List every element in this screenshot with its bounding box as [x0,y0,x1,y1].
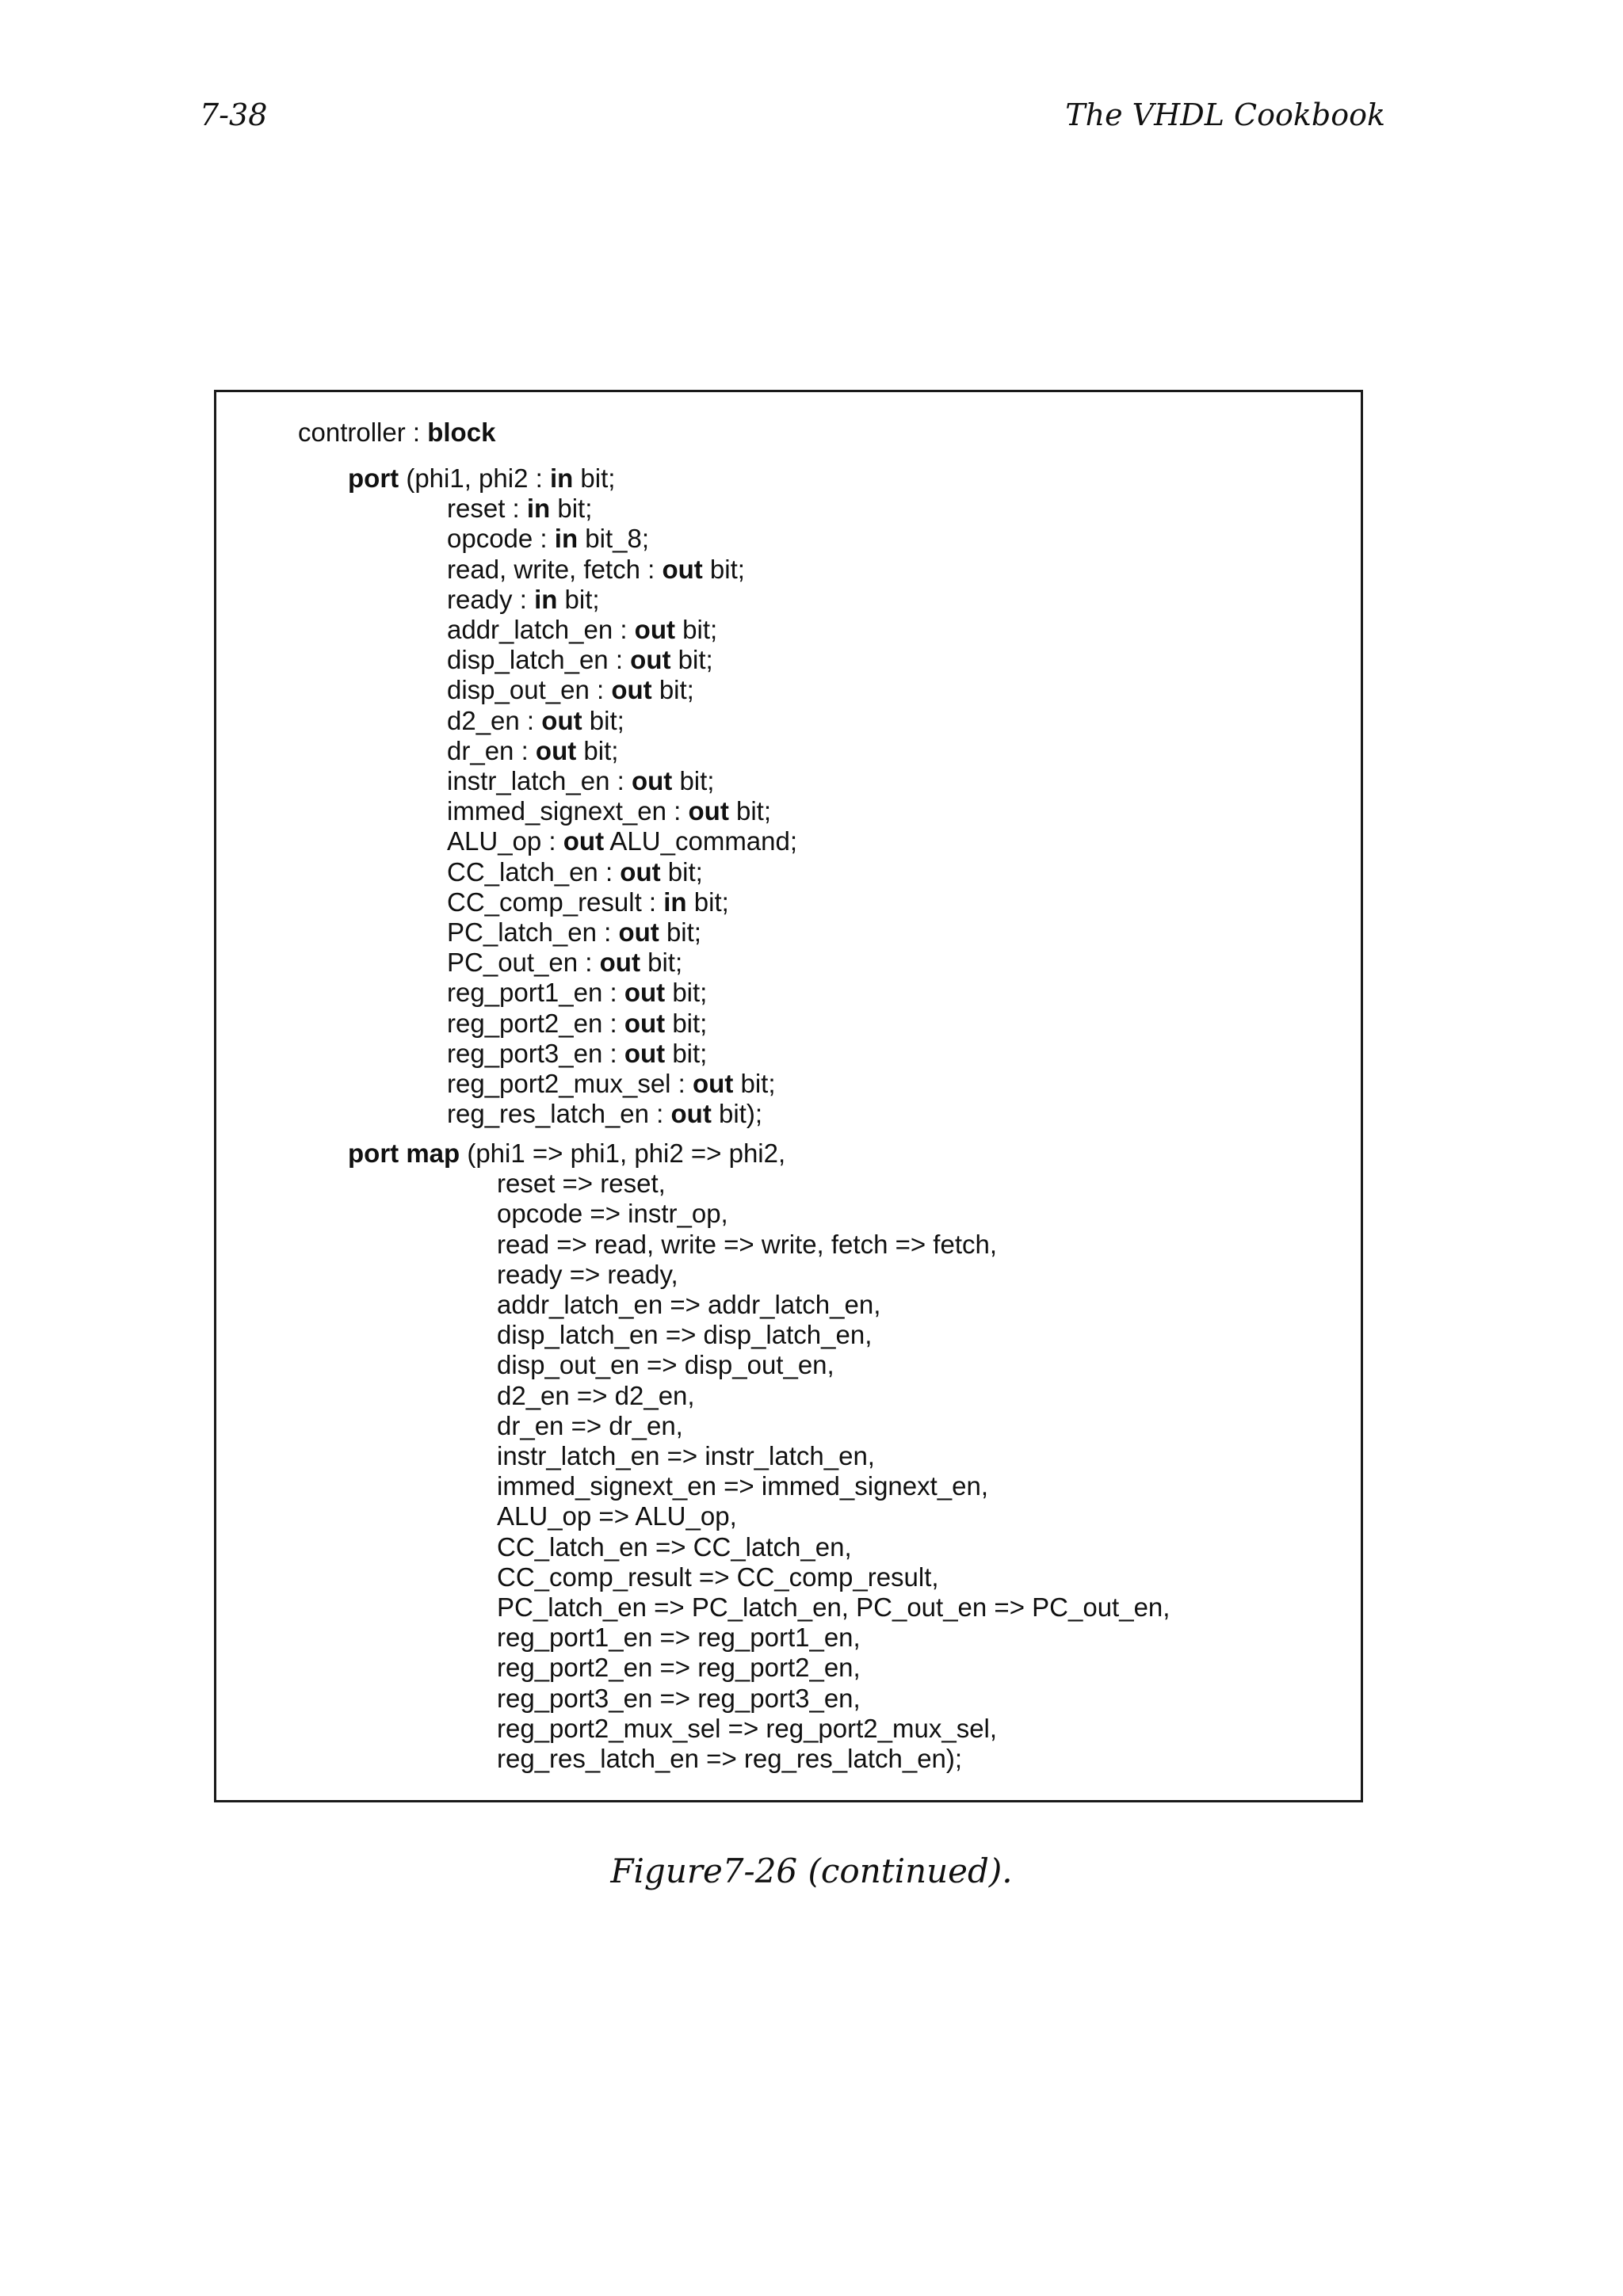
code-line-port-map [497,1350,834,1380]
code-keyword: out [634,615,675,644]
code-text: ALU_command; [604,826,798,856]
code-text: read => read, write => write, fetch => fetch, [497,1229,998,1259]
code-text: bit; [640,948,683,978]
code-line-port [447,948,682,978]
code-keyword: out [693,1069,734,1098]
code-text: immed_signext_en => immed_signext_en, [497,1471,989,1501]
code-text: reg_res_latch_en : [447,1099,671,1129]
code-line-port [447,1009,707,1039]
code-line-port [447,524,649,554]
code-keyword: block [427,418,496,447]
code-line-port-map [497,1320,872,1350]
code-line-port [447,1039,707,1069]
code-text: reg_port1_en => reg_port1_en, [497,1623,861,1653]
code-line-port [447,766,714,796]
code-line-port-map [497,1684,861,1714]
code-keyword: in [526,494,551,524]
code-keyword: out [620,856,661,887]
code-text: bit; [659,917,701,947]
code-line-port-map [497,1230,997,1260]
code-text: (phi1, phi2 : [399,463,550,493]
code-line-port [447,887,729,917]
code-text: instr_latch_en : [447,766,632,795]
code-line-port [447,645,713,675]
code-text: bit; [665,1038,708,1068]
code-text: controller : [298,418,428,447]
code-text: instr_latch_en => instr_latch_en, [497,1441,875,1470]
code-keyword: in [554,524,579,554]
code-text: bit; [573,463,616,493]
code-line-port-map [497,1471,988,1501]
code-line-port-map [497,1199,728,1229]
code-text: bit; [670,645,713,675]
code-text: bit); [711,1099,763,1129]
code-text: dr_en : [447,735,536,765]
code-listing-box [214,390,1363,1802]
code-keyword: out [624,1038,666,1068]
code-text: PC_latch_en => PC_latch_en, PC_out_en => PC_out_en, [497,1592,1170,1622]
code-text: reg_port2_mux_sel => reg_port2_mux_sel, [497,1713,998,1743]
code-text: reg_res_latch_en => reg_res_latch_en); [497,1744,963,1773]
code-keyword: out [611,675,652,705]
code-line-port [447,555,745,585]
code-line-port [447,1099,762,1129]
code-text: PC_out_en : [447,948,600,978]
code-text: addr_latch_en => addr_latch_en, [497,1290,881,1319]
code-text: reset => reset, [497,1169,666,1199]
page-number: 7-38 [200,97,268,132]
code-line-port [447,675,694,705]
code-text: (phi1 => phi1, phi2 => phi2, [460,1138,786,1168]
code-text: read, write, fetch : [447,554,663,584]
code-text: reg_port3_en => reg_port3_en, [497,1683,861,1713]
code-line-port [447,796,771,826]
code-text: bit; [582,705,624,735]
code-line-port-map [497,1562,939,1592]
code-line-port-map [497,1169,666,1199]
code-line-port-map [497,1501,737,1531]
code-line-port-map [497,1714,997,1744]
code-line-port [447,857,703,887]
code-keyword: out [618,917,659,947]
code-text: disp_latch_en => disp_latch_en, [497,1320,873,1350]
code-text: PC_latch_en : [447,917,619,947]
code-line-port [447,978,707,1008]
code-text: bit; [686,887,729,917]
code-text: bit; [665,1008,708,1038]
code-text: d2_en : [447,705,542,735]
code-text: reg_port1_en : [447,978,624,1008]
code-text: bit; [550,494,593,524]
code-line-port [447,615,717,645]
figure-caption: Figure7-26 (continued). [610,1852,1013,1890]
code-line-port-map [497,1592,1170,1623]
code-text: bit; [672,766,715,795]
code-line-port-map [497,1653,861,1683]
code-text: CC_comp_result => CC_comp_result, [497,1562,939,1592]
code-text: ready => ready, [497,1259,678,1289]
code-keyword: in [549,463,574,493]
code-line-port [348,463,615,494]
code-text: bit; [660,856,703,887]
code-text: bit; [728,796,772,826]
code-keyword: out [624,1008,666,1038]
code-text: bit; [733,1069,776,1098]
code-line-port-map [348,1138,785,1169]
code-keyword: out [662,554,703,584]
code-text: addr_latch_en : [447,615,635,644]
code-line-port-map [497,1623,861,1653]
code-keyword: out [670,1099,712,1129]
code-keyword: out [599,948,640,978]
code-text: bit; [665,978,708,1008]
code-keyword: in [663,887,687,917]
code-line-port-map [497,1744,962,1774]
code-keyword: out [688,796,729,826]
code-text: reg_port2_en : [447,1008,624,1038]
running-title: The VHDL Cookbook [1065,97,1385,132]
code-keyword: out [535,735,577,765]
code-line-port [447,494,592,524]
code-text: opcode => instr_op, [497,1199,728,1229]
code-text: bit; [702,554,745,584]
code-line-port [447,585,600,615]
code-line-block-header [298,418,495,448]
code-text: ALU_op => ALU_op, [497,1501,737,1531]
code-line-port-map [497,1532,852,1562]
code-line-port [447,1069,776,1099]
code-text: reset : [447,494,527,524]
code-line-port [447,736,618,766]
code-line-port [447,706,624,736]
code-text: CC_latch_en : [447,856,621,887]
code-text: reg_port2_en => reg_port2_en, [497,1653,861,1683]
code-line-port-map [497,1411,683,1441]
code-keyword: out [624,978,666,1008]
code-line-port-map [497,1290,880,1320]
code-text: CC_latch_en => CC_latch_en, [497,1531,852,1562]
code-line-port-map [497,1441,875,1471]
code-line-port [447,826,797,856]
code-text: immed_signext_en : [447,796,689,826]
code-text: bit; [576,735,619,765]
code-text: bit_8; [578,524,650,554]
code-line-port-map [497,1381,695,1411]
code-text: ready : [447,584,535,614]
code-text: bit; [651,675,694,705]
code-line-port [447,917,701,948]
code-text: opcode : [447,524,555,554]
code-text: CC_comp_result : [447,887,664,917]
code-keyword: out [631,766,673,795]
code-text: reg_port3_en : [447,1038,624,1068]
code-text: disp_out_en => disp_out_en, [497,1350,834,1380]
code-text: reg_port2_mux_sel : [447,1069,693,1098]
code-text: d2_en => d2_en, [497,1380,695,1410]
code-text: disp_latch_en : [447,645,631,675]
code-line-port-map [497,1260,678,1290]
code-text: bit; [674,615,718,644]
code-text: ALU_op : [447,826,563,856]
code-text: disp_out_en : [447,675,612,705]
code-keyword: port map [348,1138,460,1168]
code-text: dr_en => dr_en, [497,1410,683,1440]
code-keyword: in [534,584,558,614]
code-keyword: port [348,463,399,493]
code-keyword: out [563,826,605,856]
code-text: bit; [557,584,600,614]
code-keyword: out [630,645,671,675]
code-keyword: out [541,705,582,735]
